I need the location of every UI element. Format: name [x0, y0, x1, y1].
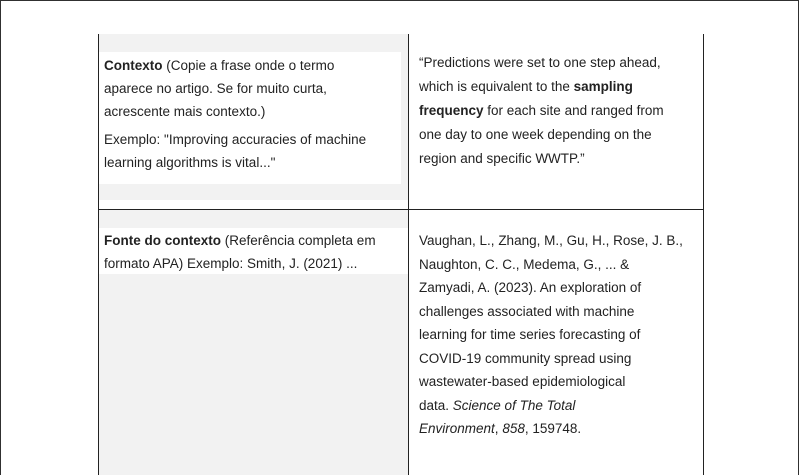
quote-bold-frequency: frequency [419, 103, 484, 118]
citation-line-1: Vaughan, L., Zhang, M., Gu, H., Rose, J. B., [419, 233, 683, 248]
source-desc-line-2: formato APA) Exemplo: Smith, J. (2021) ... [104, 256, 358, 271]
quote-bold-sampling: sampling [573, 79, 633, 94]
context-desc-line-3: acrescente mais contexto.) [104, 104, 266, 119]
context-label-cell [104, 54, 404, 174]
source-title: Fonte do contexto [104, 233, 221, 248]
citation-line-5: learning for time series forecasting of [419, 327, 641, 342]
context-desc-line-1: (Copie a frase onde o termo [162, 58, 335, 73]
citation-line-4: challenges associated with machine [419, 303, 635, 319]
quote-line-5: region and specific WWTP.” [419, 151, 585, 166]
quote-line-3: for each site and ranged from [483, 103, 664, 118]
source-label-cell [104, 229, 408, 275]
quote-line-4: one day to one week depending on the [419, 127, 652, 142]
citation-line-8: data. [419, 397, 453, 413]
context-value-cell [419, 51, 701, 171]
context-title: Contexto [104, 58, 163, 73]
table-row-divider [98, 209, 704, 210]
citation-volume: 858 [502, 421, 525, 436]
table-column-divider [408, 34, 409, 475]
source-title-rest: (Referência completa em [221, 233, 376, 248]
table-border-left [98, 34, 99, 475]
citation-line-2: Naughton, C. C., Medema, G., ... & [419, 256, 630, 272]
citation-separator: , [494, 421, 503, 436]
citation-journal-part-1: Science of The Total [452, 397, 576, 413]
citation-line-7: wastewater-based epidemiological [419, 374, 626, 389]
context-desc-line-2: aparece no artigo. Se for muito curta, [104, 81, 327, 96]
citation-journal-part-2: Environment [419, 421, 495, 436]
citation-line-3: Zamyadi, A. (2023). An exploration of [419, 280, 642, 295]
table-border-right [703, 34, 704, 475]
context-example-line-1: Exemplo: "Improving accuracies of machine [104, 132, 367, 147]
quote-line-1: “Predictions were set to one step ahead, [419, 55, 661, 70]
source-value-cell [419, 229, 701, 441]
citation-line-6: COVID-19 community spread using [419, 350, 632, 366]
quote-line-2: which is equivalent to the [419, 79, 574, 94]
context-example-line-2: learning algorithms is vital..." [104, 155, 276, 170]
citation-pages: , 159748. [524, 421, 582, 436]
